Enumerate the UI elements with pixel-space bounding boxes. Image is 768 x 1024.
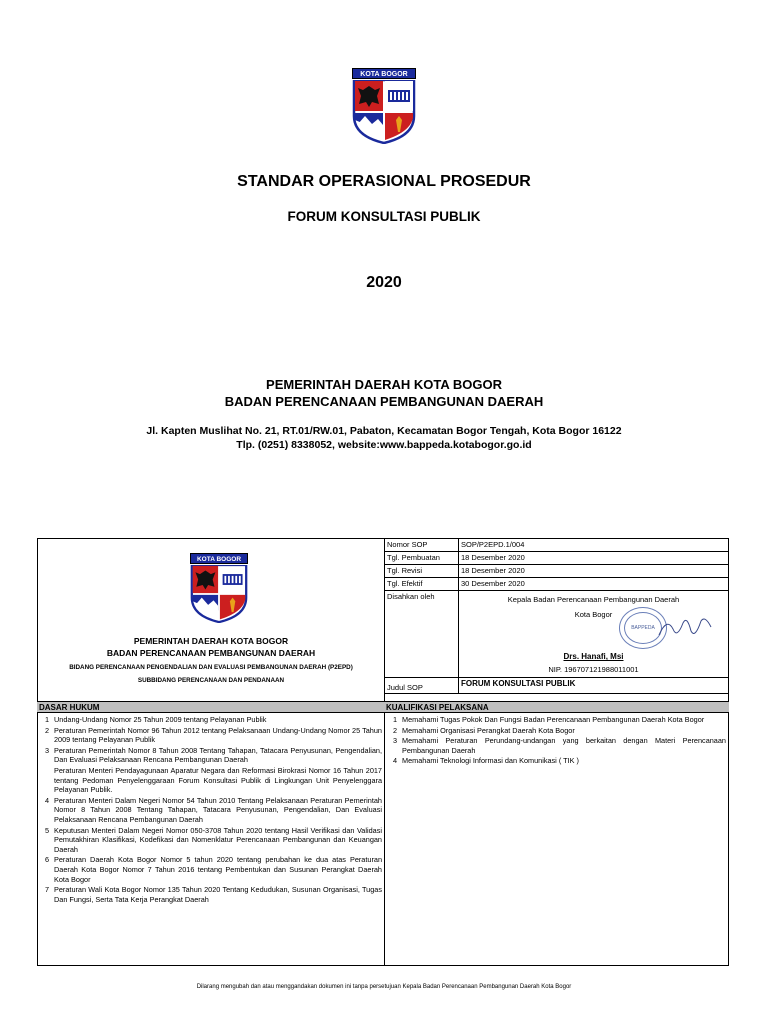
row-pembuatan bbox=[385, 552, 729, 565]
row-efektif bbox=[385, 578, 729, 591]
shield-icon bbox=[190, 565, 248, 623]
sop-org-line-2: BADAN PERENCANAAN PEMBANGUNAN DAERAH bbox=[106, 648, 316, 658]
revisi-label: Tgl. Revisi bbox=[385, 565, 459, 578]
list-item: 3 Peraturan Pemerintah Nomor 8 Tahun 2008 Tentang Tahapan, Tatacara Penyusunan, Pengendalian, Dan Evaluasi Pelaksanaan Rencana Pembangunan Daerah bbox=[44, 745, 382, 765]
nomor-label: Nomor SOP bbox=[385, 539, 459, 552]
pembuatan-label: Tgl. Pembuatan bbox=[385, 552, 459, 565]
sop-subbidang: SUBBIDANG PERENCANAAN DAN PENDANAAN bbox=[137, 677, 285, 684]
row-disahkan bbox=[385, 591, 729, 678]
judul-label: Judul SOP bbox=[385, 678, 459, 694]
signer-title-2: Kota Bogor bbox=[574, 610, 613, 619]
revisi-value: 18 Desember 2020 bbox=[459, 565, 729, 578]
efektif-label: Tgl. Efektif bbox=[385, 578, 459, 591]
kualifikasi-heading: KUALIFIKASI PELAKSANA bbox=[384, 701, 729, 713]
disahkan-label: Disahkan oleh bbox=[385, 591, 459, 678]
list-item: 1 Undang-Undang Nomor 25 Tahun 2009 tentang Pelayanan Publik bbox=[44, 715, 267, 724]
list-item: 3 Memahami Peraturan Perundang-undangan yang berkaitan dengan Materi Perencanaan Pembangunan Daerah bbox=[392, 736, 726, 755]
judul-value: FORUM KONSULTASI PUBLIK bbox=[459, 678, 729, 694]
signature-icon bbox=[655, 613, 715, 643]
list-item: 5 Keputusan Menteri Dalam Negeri Nomor 050-3708 Tahun 2020 tentang Hasil Verifikasi dan Validasi Pemutakhiran Klasifikasi, Kodefikasi dan Nomenklatur Perencanaan Pembangunan dan Keuangan Daerah bbox=[44, 825, 382, 854]
signer-title-1: Kepala Badan Perencanaan Pembangunan Daerah bbox=[507, 595, 680, 604]
cover-subtitle: FORUM KONSULTASI PUBLIK bbox=[287, 209, 481, 224]
kota-bogor-emblem bbox=[352, 68, 416, 144]
cover-title: STANDAR OPERASIONAL PROSEDUR bbox=[237, 173, 531, 190]
shield-icon bbox=[352, 80, 416, 144]
pembuatan-value: 18 Desember 2020 bbox=[459, 552, 729, 565]
stamp-text: BAPPEDA bbox=[631, 625, 655, 631]
sop-org-line-1: PEMERINTAH DAERAH KOTA BOGOR bbox=[133, 636, 289, 646]
sop-header bbox=[38, 548, 384, 698]
address-line-1: Jl. Kapten Muslihat No. 21, RT.01/RW.01, Pabaton, Kecamatan Bogor Tengah, Kota Bogor 16122 bbox=[146, 425, 622, 437]
cover-year: 2020 bbox=[366, 274, 402, 291]
sop-info-table bbox=[384, 538, 729, 694]
list-item: 4 Memahami Teknologi Informasi dan Komunikasi ( TIK ) bbox=[392, 756, 579, 766]
efektif-value: 30 Desember 2020 bbox=[459, 578, 729, 591]
cover-address bbox=[0, 424, 768, 452]
cover-organization bbox=[0, 376, 768, 410]
nomor-value: SOP/P2EPD.1/004 bbox=[459, 539, 729, 552]
sop-bidang: BIDANG PERENCANAAN PENGENDALIAN DAN EVALUASI PEMBANGUNAN DAERAH (P2EPD) bbox=[69, 664, 353, 671]
signer-nip: NIP. 196707121988011001 bbox=[548, 665, 639, 674]
footer-note: Dilarang mengubah dan atau menggandakan dokumen ini tanpa persetujuan Kepala Badan Perencanaan Pembangunan Daerah Kota Bogor bbox=[196, 984, 572, 990]
row-nomor bbox=[385, 539, 729, 552]
list-item: 6 Peraturan Daerah Kota Bogor Nomor 5 tahun 2020 tentang perubahan ke dua atas Peraturan Daerah Kota Bogor Nomor 7 Tahun 2016 tentang Pembentukan dan Susunan Perangkat Daerah Kota Bogor bbox=[44, 855, 382, 884]
emblem-banner: KOTA BOGOR bbox=[190, 553, 248, 564]
emblem-banner: KOTA BOGOR bbox=[352, 68, 416, 79]
list-item: 1 Memahami Tugas Pokok Dan Fungsi Badan Perencanaan Pembangunan Daerah Kota Bogor bbox=[392, 715, 705, 724]
kota-bogor-emblem-small bbox=[190, 553, 248, 623]
signature-block bbox=[459, 591, 729, 678]
address-line-2: Tlp. (0251) 8338052, website:www.bappeda.kotabogor.go.id bbox=[236, 439, 532, 451]
list-item: 7 Peraturan Wali Kota Bogor Nomor 135 Tahun 2020 Tentang Kedudukan, Susunan Organisasi, Tugas Dan Fungsi, Serta Tata Kerja Perangkat Daerah bbox=[44, 885, 382, 904]
org-line-1: PEMERINTAH DAERAH KOTA BOGOR bbox=[266, 377, 502, 392]
list-item: Peraturan Menteri Pendayagunaan Aparatur Negara dan Reformasi Birokrasi Nomor 16 Tahun 2017 tentang Pedoman Penyelenggaraan Forum Konsultasi Publik di Lingkungan Unit Penyelenggara Pelayanan Publik. bbox=[54, 765, 382, 795]
row-judul bbox=[385, 678, 729, 694]
signer-name: Drs. Hanafi, Msi bbox=[563, 652, 624, 661]
kualifikasi-list bbox=[388, 715, 726, 767]
dasar-hukum-heading: DASAR HUKUM bbox=[37, 701, 384, 713]
list-item: 2 Memahami Organisasi Perangkat Daerah Kota Bogor bbox=[392, 725, 575, 735]
row-revisi bbox=[385, 565, 729, 578]
list-item: 2 Peraturan Pemerintah Nomor 96 Tahun 2012 tentang Pelaksanaan Undang-Undang Nomor 25 Tahun 2009 tentang Pelayanan Publik bbox=[44, 725, 382, 745]
org-line-2: BADAN PERENCANAAN PEMBANGUNAN DAERAH bbox=[224, 394, 544, 409]
dasar-hukum-list bbox=[40, 715, 382, 905]
list-item: 4 Peraturan Menteri Dalam Negeri Nomor 54 Tahun 2010 Tentang Pelaksanaan Peraturan Pemerintah Nomor 8 Tahun 2008 Tentang Tahapan, Tatacara Penyusunan, Pengendalian, Dan Evaluasi Pelaksanaan Rencana Pembangunan Daerah bbox=[44, 795, 382, 824]
